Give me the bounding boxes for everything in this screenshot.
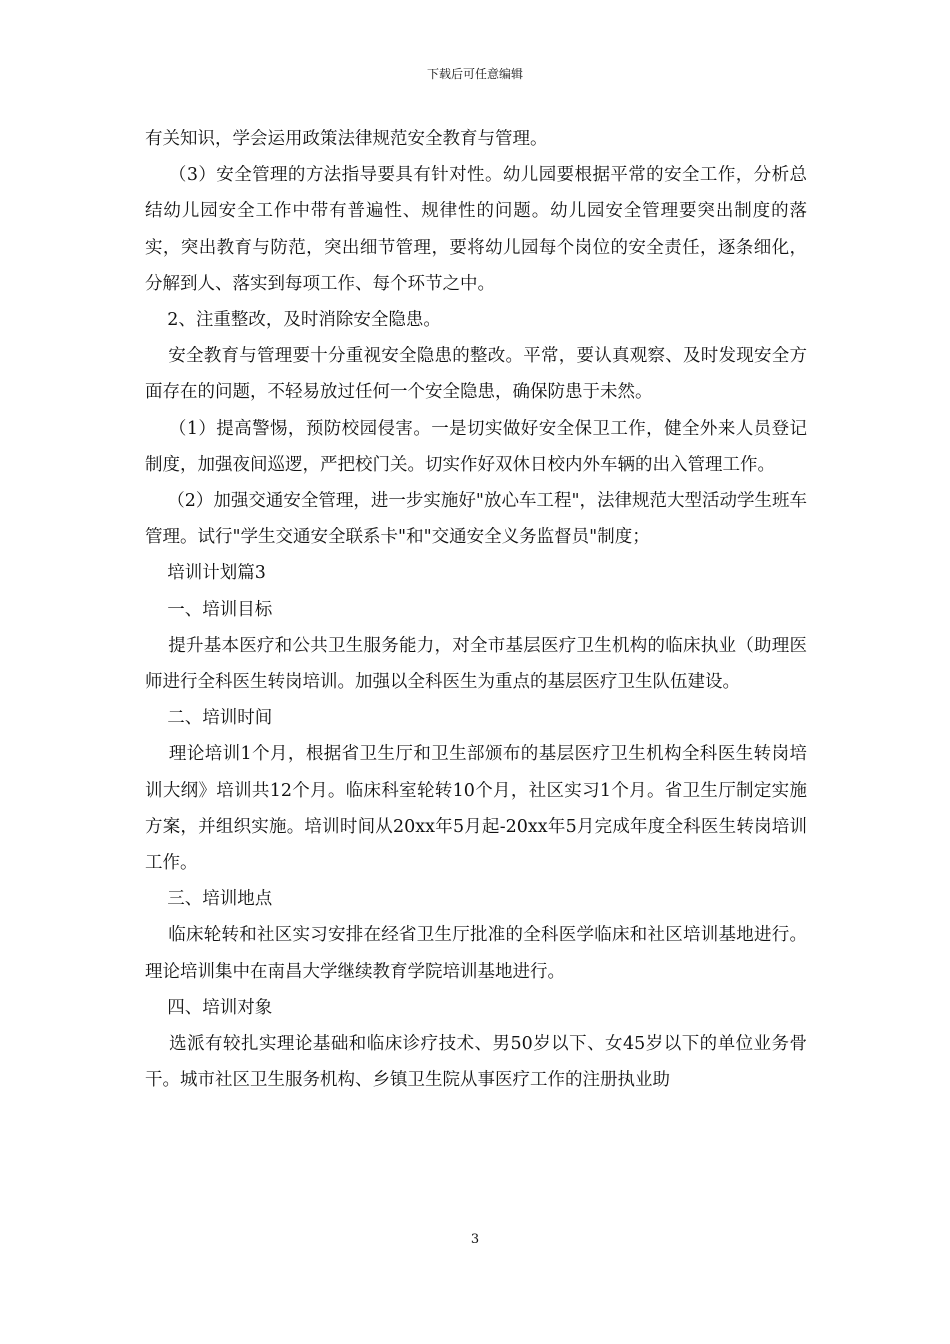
paragraph: （1）提高警惕，预防校园侵害。一是切实做好安全保卫工作，健全外来人员登记制度，加强夜间巡逻，严把校门关。切实作好双休日校内外车辆的出入管理工作。 (145, 418, 807, 475)
paragraph: （2）加强交通安全管理，进一步实施好"放心车工程"，法律规范大型活动学生班车管理。试行"学生交通安全联系卡"和"交通安全义务监督员"制度； (145, 491, 807, 548)
paragraph: 理论培训1个月，根据省卫生厅和卫生部颁布的基层医疗卫生机构全科医生转岗培训大纲》培训共12个月。临床科室轮转10个月，社区实习1个月。省卫生厅制定实施方案，并组织实施。培训时间从20xx年5月起-20xx年5月完成年度全科医生转岗培训工作。 (145, 744, 807, 874)
paragraph: （3）安全管理的方法指导要具有针对性。幼儿园要根据平常的安全工作，分析总结幼儿园安全工作中带有普遍性、规律性的问题。幼儿园安全管理要突出制度的落实，突出教育与防范，突出细节管理，要将幼儿园每个岗位的安全责任，逐条细化，分解到人、落实到每项工作、每个环节之中。 (145, 165, 807, 294)
paragraph: 临床轮转和社区实习安排在经省卫生厅批准的全科医学临床和社区培训基地进行。理论培训集中在南昌大学继续教育学院培训基地进行。 (145, 925, 807, 982)
document-body (145, 121, 807, 1098)
paragraph: 安全教育与管理要十分重视安全隐患的整改。平常，要认真观察、及时发现安全方面存在的问题，不轻易放过任何一个安全隐患，确保防患于未然。 (145, 346, 807, 403)
paragraph: 2、注重整改，及时消除安全隐患。 (145, 310, 441, 331)
section-heading: 培训计划篇3 (145, 563, 266, 584)
section-heading: 三、培训地点 (145, 889, 273, 910)
paragraph: 有关知识，学会运用政策法律规范安全教育与管理。 (145, 129, 548, 149)
section-heading: 二、培训时间 (145, 708, 273, 729)
page-number: 3 (470, 1232, 480, 1247)
paragraph: 选派有较扎实理论基础和临床诊疗技术、男50岁以下、女45岁以下的单位业务骨干。城市社区卫生服务机构、乡镇卫生院从事医疗工作的注册执业助 (145, 1034, 807, 1091)
section-heading: 四、培训对象 (145, 997, 273, 1018)
section-heading: 一、培训目标 (145, 599, 273, 620)
page-header: 下载后可任意编辑 (426, 67, 523, 81)
paragraph: 提升基本医疗和公共卫生服务能力，对全市基层医疗卫生机构的临床执业（助理医师进行全科医生转岗培训。加强以全科医生为重点的基层医疗卫生队伍建设。 (145, 635, 807, 693)
